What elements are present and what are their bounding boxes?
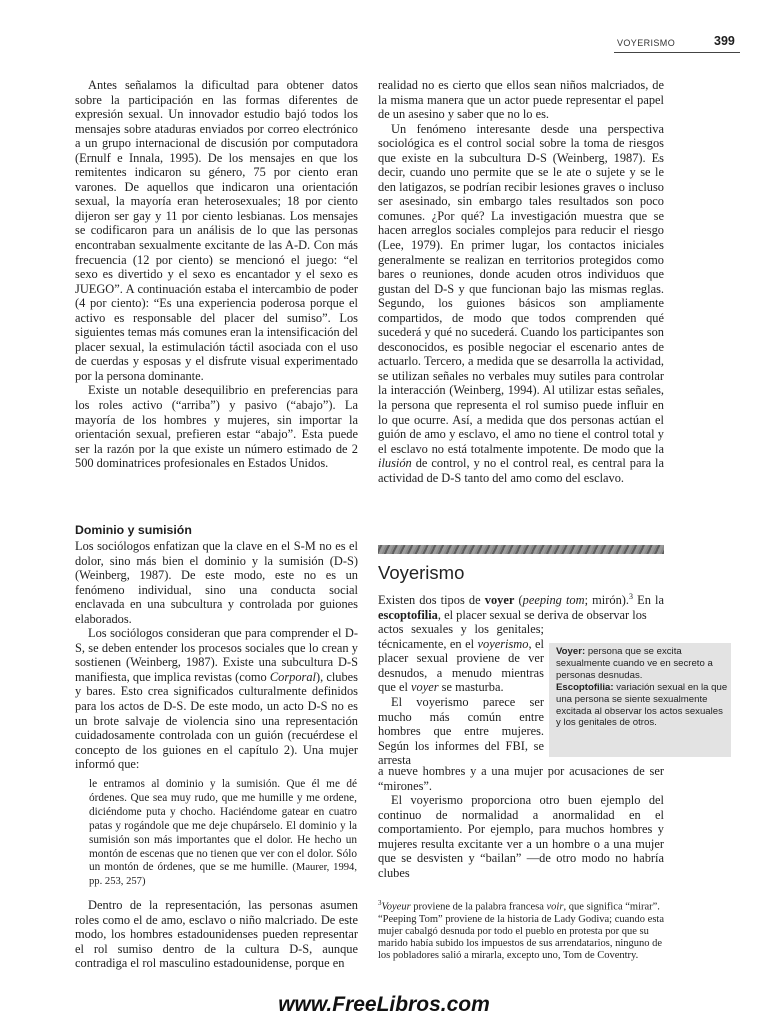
- quote-source: (Maurer, 1994, pp. 253, 257): [89, 862, 357, 888]
- paragraph: Existe un notable desequilibrio en preferencias para los roles activo (“arriba”) y pasivo (“abajo”). La mayoría de los hombres y mujeres, sin importar la orientación sexual, prefieren estar “abajo”. Esta puede ser la razón por la que existe un número estimado de 2 500 dominatrices profesionales en Estados Unidos.: [75, 383, 358, 471]
- block-quote: le entramos al dominio y la sumisión. Que él me dé órdenes. Que sea muy rudo, que me humille y me ordene, diciéndome puta y chocho. Haciéndome gatear en cuatro patas y rogándole que me deje chupárselo. El dominio y la sumisión son más importantes que el dolor. He hecho un montón de escenas que no tienen que ver con el dolor. Sólo un montón de órdenes, que se me humille. (Maurer, 1994, pp. 253, 257): [89, 778, 357, 888]
- right-column-top: [378, 78, 664, 485]
- left-column-bottom: [75, 898, 358, 971]
- footnote: $^3$Voyeur proviene de la palabra francesa voir, que significa “mirar”. “Peeping Tom” proviene de la historia de Lady Godiva; cuando esta mujer cabalgó desnuda por todo el pueblo en protesta por que su marido había subido los impuestos de sus arrendatarios, ninguno de los pobladores salió a mirarla, excepto uno, Tom de Coventry.: [378, 899, 664, 962]
- paragraph: realidad no es cierto que ellos sean niños malcriados, de la misma manera que un actor puede representar el papel de un asesino y saber que no lo es.: [378, 78, 664, 122]
- running-header-section: VOYERISMO: [617, 38, 676, 48]
- paragraph: a nueve hombres y a una mujer por acusaciones de ser “mirones”.: [378, 764, 664, 793]
- section-title: Voyerismo: [378, 562, 465, 583]
- left-column-middle: [75, 539, 358, 772]
- paragraph: El voyerismo parece ser mucho más común entre hombres que entre mujeres. Según los informes del FBI, se arresta: [378, 694, 544, 768]
- paragraph: Dentro de la representación, las personas asumen roles como el de amo, esclavo o niño malcriado. De este modo, los hombres estadounidenses pueden representar el rol sumiso dentro de la cultura D-S, aunque contradiga el rol masculino estadounidense, porque en: [75, 898, 358, 971]
- paragraph: actos sexuales y los genitales; técnicamente, en el voyerismo, el placer sexual proviene de ver desnudos, a menudo mientras que el voyer se masturba.: [378, 622, 544, 695]
- paragraph: Los sociólogos consideran que para comprender el D-S, se deben entender los procesos sociales que lo crean y sostienen (Weinberg, 1987). Existe una subcultura D-S manifiesta, que implica revistas (como Corporal), clubes y bares. Esto crea significados culturalmente definidos para los actos de D-S. De este modo, un acto D-S no es un brote salvaje de violencia sino una representación cuidadosamente controlada con un guión (recuérdese el concepto de los guiones en el capítulo 2). Una mujer informó que:: [75, 626, 358, 772]
- paragraph: Existen dos tipos de voyer (peeping tom; mirón).$^3$ En la escoptofilia, el placer sexual se deriva de observar los: [378, 592, 664, 622]
- header-rule: [614, 52, 740, 53]
- glossary-text: Voyer: persona que se excita sexualmente cuando ve en secreto a personas desnudas. Escoptofilia: variación sexual en la que una persona se siente sexualmente excitada al observar los actos sexuales y los genitales de otros.: [556, 646, 728, 729]
- paragraph: El voyerismo proporciona otro buen ejemplo del continuo de normalidad a anormalidad en el comportamiento. Por ejemplo, para muchos hombres y mujeres resulta excitante ver a un hombre o a una mujer que se desvisten y “bailan” —de otro modo no habría clubes: [378, 793, 664, 880]
- left-column-top: [75, 78, 358, 471]
- right-column-bottom: [378, 764, 664, 880]
- watermark-url: www.FreeLibros.com: [278, 993, 490, 1016]
- paragraph: Los sociólogos enfatizan que la clave en el S-M no es el dolor, sino más bien el dominio y la sumisión (D-S) (Weinberg, 1987). De este modo, este no es un fenómeno individual, sino una conducta social enclavada en una subcultura y controlada por guiones elaborados.: [75, 539, 358, 626]
- section-divider-bar: [378, 545, 664, 554]
- narrow-text-beside-glossary: [378, 622, 544, 767]
- subheading-dominio: Dominio y sumisión: [75, 523, 192, 537]
- page-number: 399: [714, 34, 735, 48]
- paragraph: Antes señalamos la dificultad para obtener datos sobre la participación en las formas diferentes de expresión sexual. Un innovador estudio bajó todos los mensajes sobre ataduras enviados por correo electrónico a un grupo internacional de discusión por computadora (Ernulf e Innala, 1995). De los mensajes en que los remitentes indicaron su género, 75 por ciento eran varones. De aquellos que indicaron una orientación sexual, la mayoría eran heterosexuales; 18 por ciento dijeron ser gay y 11 por ciento lesbianas. Los mensajes se codificaron para un análisis de lo que las personas encontraban sexualmente excitante de las A-D. Con más frecuencia (12 por ciento) se mencionó el juego: “el sexo es divertido y el sexo es encantador y el sexo es JUEGO”. A continuación estaba el intercambio de poder (4 por ciento): “Es una experiencia poderosa porque el activo es responsable del placer del sumiso”. Los siguientes temas más comunes eran la intensificación del placer sexual, la estimulación táctil asociada con el uso de cuerdas y esposas y el disfrute visual experimentado por la persona dominante.: [75, 78, 358, 383]
- paragraph: Un fenómeno interesante desde una perspectiva sociológica es el control social sobre la toma de riesgos que existe en la subcultura D-S (Weinberg, 1987). Es decir, cuando uno permite que se le ate o sujete y se le den latigazos, se podrían recibir lesiones graves o incluso ser asesinado, sin embargo tales resultados son poco comunes. ¿Por qué? La investigación muestra que se hacen arreglos sociales complejos para reducir el riesgo (Lee, 1979). En primer lugar, los contactos iniciales generalmente se realizan en territorios protegidos como bares o reuniones, donde acuden otros individuos que gustan del D-S y que funcionan bajo las mismas reglas. Segundo, los guiones básicos son ampliamente compartidos, de modo que todos comprenden qué sucederá y qué no sucederá. Cuando los participantes son desconocidos, es posible negociar el escenario antes de actuarlo. Tercero, a medida que se desarrolla la actividad, se utilizan señales no verbales muy sutiles para controlar la interacción (Weinberg, 1994). Al utilizar estas señales, la persona que representa el rol sumiso puede influir en lo que ocurre. Así, a medida que dos personas actúan el guión de amo y esclavo, el amo no tiene el control total y el esclavo no está totalmente impotente. De modo que la ilusión de control, y no el control real, es central para la actividad de D-S tanto del amo como del esclavo.: [378, 121, 664, 485]
